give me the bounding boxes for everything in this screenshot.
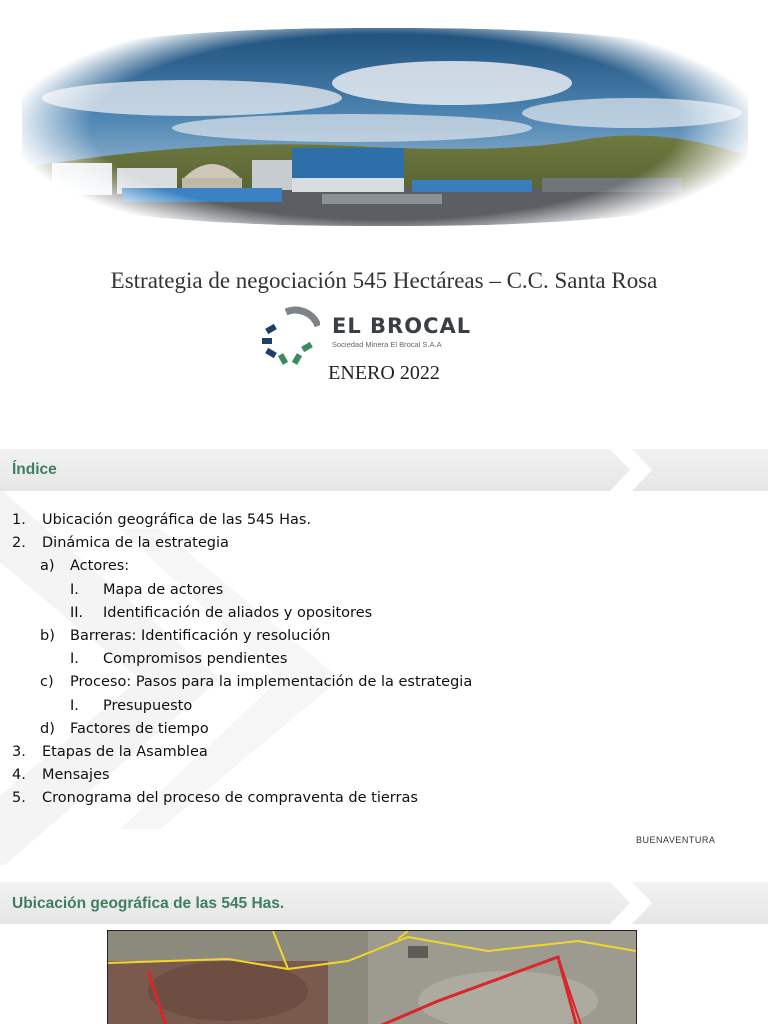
chevron-right-icon [610,882,660,924]
cover-date: ENERO 2022 [328,362,440,384]
index-heading: Índice [12,461,57,478]
buenaventura-logo: BUENAVENTURA [636,835,716,845]
cover-title: Estrategia de negociación 545 Hectáreas – C.C. Santa Rosa [110,268,658,293]
satellite-map [107,930,637,1024]
logo-wordmark: EL BROCAL [332,314,472,338]
section-banner [0,882,768,924]
chevron-right-icon [610,449,660,491]
section-banner [0,449,768,491]
mine-panorama-photo [22,28,748,226]
logo-subtitle: Sociedad Minera El Brocal S.A.A [332,340,442,349]
map-slide [0,882,768,1024]
el-brocal-logo [260,306,500,368]
index-slide: Índice 1. Ubicación geográfica de las 545 Has. 2. Dinámica de la estrategia a) Actores: I. Mapa de actores II. Identificación de aliados y opositores b) Barreras: Identificación y resolución I. Compromisos pendientes c) Proceso: Pasos para la implementación de la estrategia I. Presupuesto d) Factores de tiempo 3. Etapas de la Asamblea 4. Mensajes 5. Cronograma del proceso de compraventa de tierras BUENAVENTURA [0,449,768,865]
cover-slide [0,0,768,430]
el-brocal-emblem-icon [260,306,320,366]
map-heading: Ubicación geográfica de las 545 Has. [12,895,285,912]
